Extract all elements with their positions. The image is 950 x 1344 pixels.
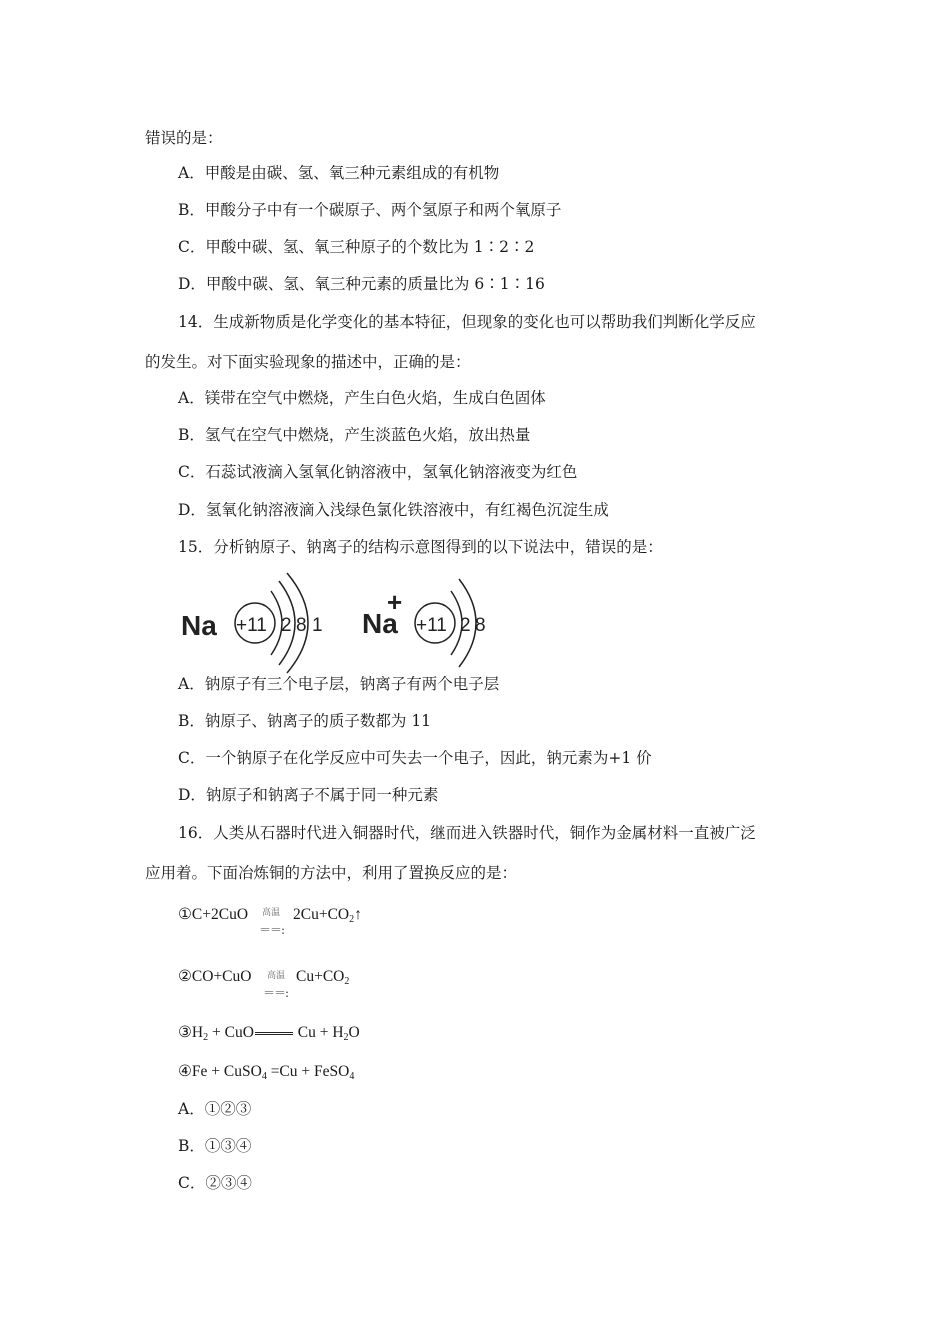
atom-symbol: Na bbox=[181, 610, 217, 641]
option-d: D．氢氧化钠溶液滴入浅绿色氯化铁溶液中，有红褐色沉淀生成 bbox=[178, 501, 609, 519]
text-line: 错误的是： bbox=[145, 129, 223, 147]
equation-number: ② bbox=[178, 968, 192, 985]
option-b: B．钠原子、钠离子的质子数都为 11 bbox=[178, 712, 432, 730]
equation-right: Cu+CO bbox=[296, 968, 345, 985]
atom-nucleus-label: +11 bbox=[236, 615, 267, 636]
equation-left: C+2CuO bbox=[191, 906, 249, 923]
equation-4 bbox=[178, 1062, 354, 1087]
atom-shell-electrons: 2 bbox=[281, 615, 292, 636]
ion-symbol: Na bbox=[362, 608, 398, 639]
reaction-sign: ＝＝: bbox=[263, 986, 289, 1000]
subscript: 2 bbox=[343, 1032, 349, 1043]
ion-charge: + bbox=[387, 587, 403, 617]
sodium-structure-diagram bbox=[175, 565, 505, 677]
option-c: C．一个钠原子在化学反应中可失去一个电子，因此，钠元素为+1 价 bbox=[178, 749, 652, 767]
option-a: A．钠原子有三个电子层，钠离子有两个电子层 bbox=[178, 675, 500, 693]
question-14-cont: 的发生。对下面实验现象的描述中，正确的是： bbox=[145, 353, 471, 371]
subscript: 4 bbox=[261, 1071, 267, 1082]
option-b: B．氢气在空气中燃烧，产生淡蓝色火焰，放出热量 bbox=[178, 426, 531, 444]
reaction-sign: ＝＝: bbox=[259, 923, 285, 937]
atom-shell-electrons: 1 bbox=[312, 615, 323, 636]
formula-part: O bbox=[348, 1024, 360, 1041]
equation-right: 2Cu+CO bbox=[293, 906, 350, 923]
subscript: 2 bbox=[203, 1032, 209, 1043]
formula-part: Cu + H bbox=[293, 1024, 344, 1041]
question-14: 14．生成新物质是化学变化的基本特征，但现象的变化也可以帮助我们判断化学反应 bbox=[178, 313, 756, 331]
reaction-sign bbox=[255, 1032, 293, 1035]
equation-number: ① bbox=[178, 906, 192, 923]
formula-part: + CuO bbox=[208, 1024, 254, 1041]
gas-arrow: ↑ bbox=[354, 906, 362, 923]
formula-part: =Cu + FeSO bbox=[266, 1063, 350, 1080]
question-16: 16．人类从石器时代进入铜器时代，继而进入铁器时代，铜作为金属材料一直被广泛 bbox=[178, 824, 756, 842]
option-c: C．②③④ bbox=[178, 1174, 252, 1192]
subscript: 2 bbox=[349, 914, 355, 925]
formula-part: H bbox=[191, 1024, 204, 1041]
ion-shell-electrons: 2 bbox=[460, 615, 471, 636]
ion-nucleus-label: +11 bbox=[416, 615, 447, 636]
option-d: D．甲酸中碳、氢、氧三种元素的质量比为 6∶1∶16 bbox=[178, 275, 545, 293]
option-a: A．①②③ bbox=[178, 1100, 252, 1118]
option-a: A．甲酸是由碳、氢、氧三种元素组成的有机物 bbox=[178, 164, 500, 182]
equation-number: ④ bbox=[178, 1063, 192, 1080]
question-16-cont: 应用着。下面冶炼铜的方法中，利用了置换反应的是： bbox=[145, 864, 518, 882]
reaction-condition: 高温 bbox=[267, 971, 286, 981]
question-15: 15．分析钠原子、钠离子的结构示意图得到的以下说法中，错误的是： bbox=[178, 538, 663, 556]
option-c: C．甲酸中碳、氢、氧三种原子的个数比为 1∶2∶2 bbox=[178, 238, 535, 256]
option-d: D．钠原子和钠离子不属于同一种元素 bbox=[178, 786, 439, 804]
atom-shell-electrons: 8 bbox=[296, 615, 307, 636]
equation-left: CO+CuO bbox=[191, 968, 252, 985]
option-b: B．①③④ bbox=[178, 1137, 252, 1155]
subscript: 2 bbox=[344, 976, 350, 987]
ion-shell-electrons: 8 bbox=[475, 615, 486, 636]
option-b: B．甲酸分子中有一个碳原子、两个氢原子和两个氧原子 bbox=[178, 201, 562, 219]
reaction-condition: 高温 bbox=[262, 908, 281, 918]
subscript: 4 bbox=[349, 1071, 355, 1082]
option-c: C．石蕊试液滴入氢氧化钠溶液中，氢氧化钠溶液变为红色 bbox=[178, 463, 578, 481]
equation-number: ③ bbox=[178, 1024, 192, 1041]
formula-part: Fe + CuSO bbox=[191, 1063, 262, 1080]
option-a: A．镁带在空气中燃烧，产生白色火焰，生成白色固体 bbox=[178, 389, 546, 407]
equation-3 bbox=[178, 1023, 360, 1048]
